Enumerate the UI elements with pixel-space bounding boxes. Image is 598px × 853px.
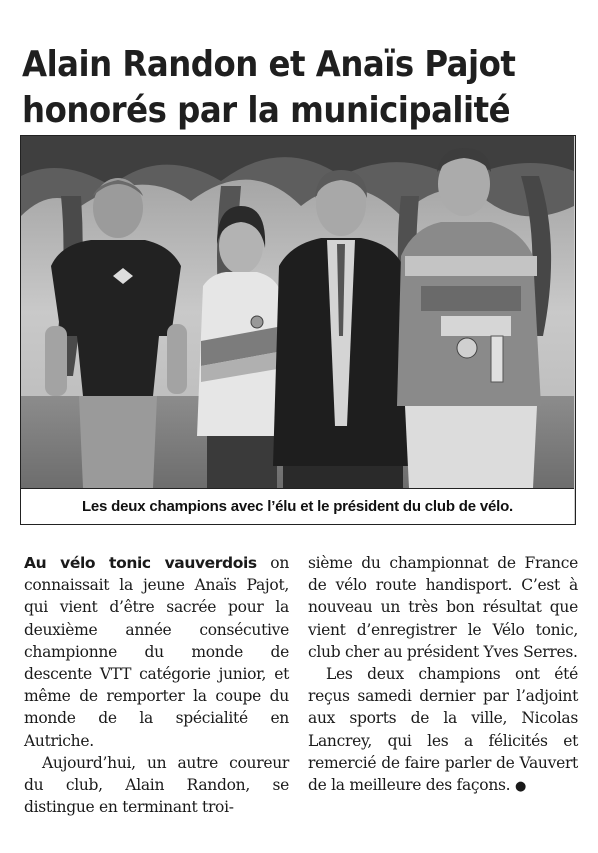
photo-frame bbox=[20, 135, 576, 525]
paragraph-2-start: Aujourd’hui, un autre coureur du club, Alain Randon, se distingue en terminant troi- bbox=[24, 753, 289, 817]
column-left bbox=[24, 552, 289, 818]
paragraph-1 bbox=[24, 552, 289, 752]
group-photo bbox=[21, 136, 574, 488]
headline-line-2: honorés par la municipalité bbox=[22, 90, 511, 132]
column-right bbox=[308, 552, 578, 798]
end-mark-icon: ● bbox=[514, 779, 526, 795]
paragraph-3 bbox=[308, 663, 578, 798]
headline bbox=[22, 42, 582, 134]
lead-in: Au vélo tonic vauverdois bbox=[24, 554, 257, 572]
paragraph-3-text: Les deux champions ont été reçus samedi dernier par l’adjoint aux sports de la ville, Nicolas Lancrey, qui les a félicités et remercié de faire parler de Vauvert de la meilleure des façons. bbox=[308, 665, 578, 795]
photo-caption: Les deux champions avec l’élu et le président du club de vélo. bbox=[21, 488, 574, 524]
paragraph-2-end: sième du championnat de France de vélo route handisport. C’est à nouveau un très bon résultat que vient d’enregistrer le Vélo tonic, club cher au président Yves Serres. bbox=[308, 554, 578, 661]
headline-line-1: Alain Randon et Anaïs Pajot bbox=[22, 44, 516, 86]
paragraph-1-text: on connaissait la jeune Anaïs Pajot, qui vient d’être sacrée pour la deuxième année consécutive championne du monde de descente VTT catégorie junior, et même de remporter la coupe du monde de la spécialité en Autriche. bbox=[24, 554, 290, 750]
article-body bbox=[24, 552, 580, 842]
